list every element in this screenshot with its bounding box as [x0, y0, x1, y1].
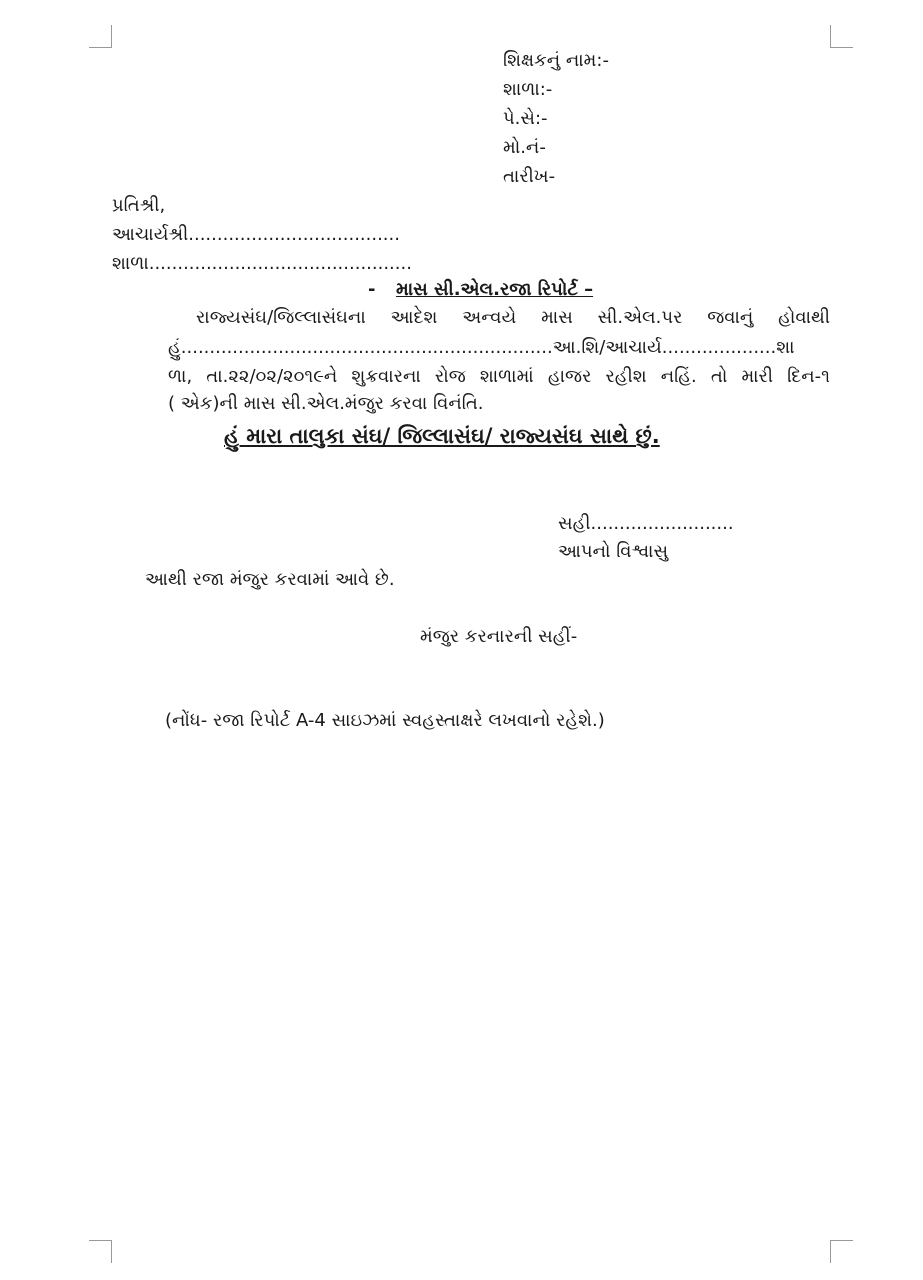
note: (નોંધ- રજા રિપોર્ટ A-4 સાઇઝમાં સ્વહસ્તાક્ષરે લખવાનો રહેશે.): [165, 710, 605, 731]
recipient-to: પ્રતિશ્રી,: [112, 195, 166, 216]
document-title: માસ સી.એલ.રજા રિપોર્ટ –: [396, 279, 594, 300]
school-label: શાળા:-: [503, 79, 553, 100]
crop-mark-top-left: [89, 25, 112, 48]
recipient-principal: આચાર્યશ્રી.....................................: [112, 224, 400, 245]
teacher-name-label: શિક્ષકનું નામ:-: [503, 50, 609, 71]
closing-text: આપનો વિશ્વાસુ: [558, 541, 669, 562]
crop-mark-bottom-left: [89, 1240, 112, 1263]
pay-center-label: પે.સે:-: [503, 108, 548, 129]
signature-line: સહી.........................: [558, 513, 734, 534]
body-line: ળા, તા.૨૨/૦૨/૨૦૧૯ને શુક્રવારના રોજ શાળામાં હાજર રહીશ નહિં. તો મારી દિન-૧: [168, 366, 830, 387]
body-line: રાજ્યસંઘ/જિલ્લાસંઘના આદેશ અન્વયે માસ સી.એલ.પર જવાનું હોવાથી: [196, 307, 830, 328]
title-dash: -: [368, 279, 376, 300]
date-label: તારીખ-: [503, 166, 556, 187]
recipient-school: શાળા..............................................: [112, 253, 412, 274]
crop-mark-bottom-right: [830, 1240, 853, 1263]
body-line: ( એક)ની માસ સી.એલ.મંજુર કરવા વિનંતિ.: [168, 393, 484, 414]
solidarity-statement: હું મારા તાલુકા સંઘ/ જિલ્લાસંઘ/ રાજ્યસંઘ સાથે છું.: [224, 424, 660, 448]
mobile-label: મો.નં-: [503, 137, 546, 158]
body-line: હું.................................................................આ.શિ/આચાર્ય....................શા: [168, 337, 795, 358]
crop-mark-top-right: [830, 25, 853, 48]
approver-signature: મંજુર કરનારની સહીં-: [420, 626, 578, 647]
approval-text: આથી રજા મંજુર કરવામાં આવે છે.: [145, 569, 395, 590]
